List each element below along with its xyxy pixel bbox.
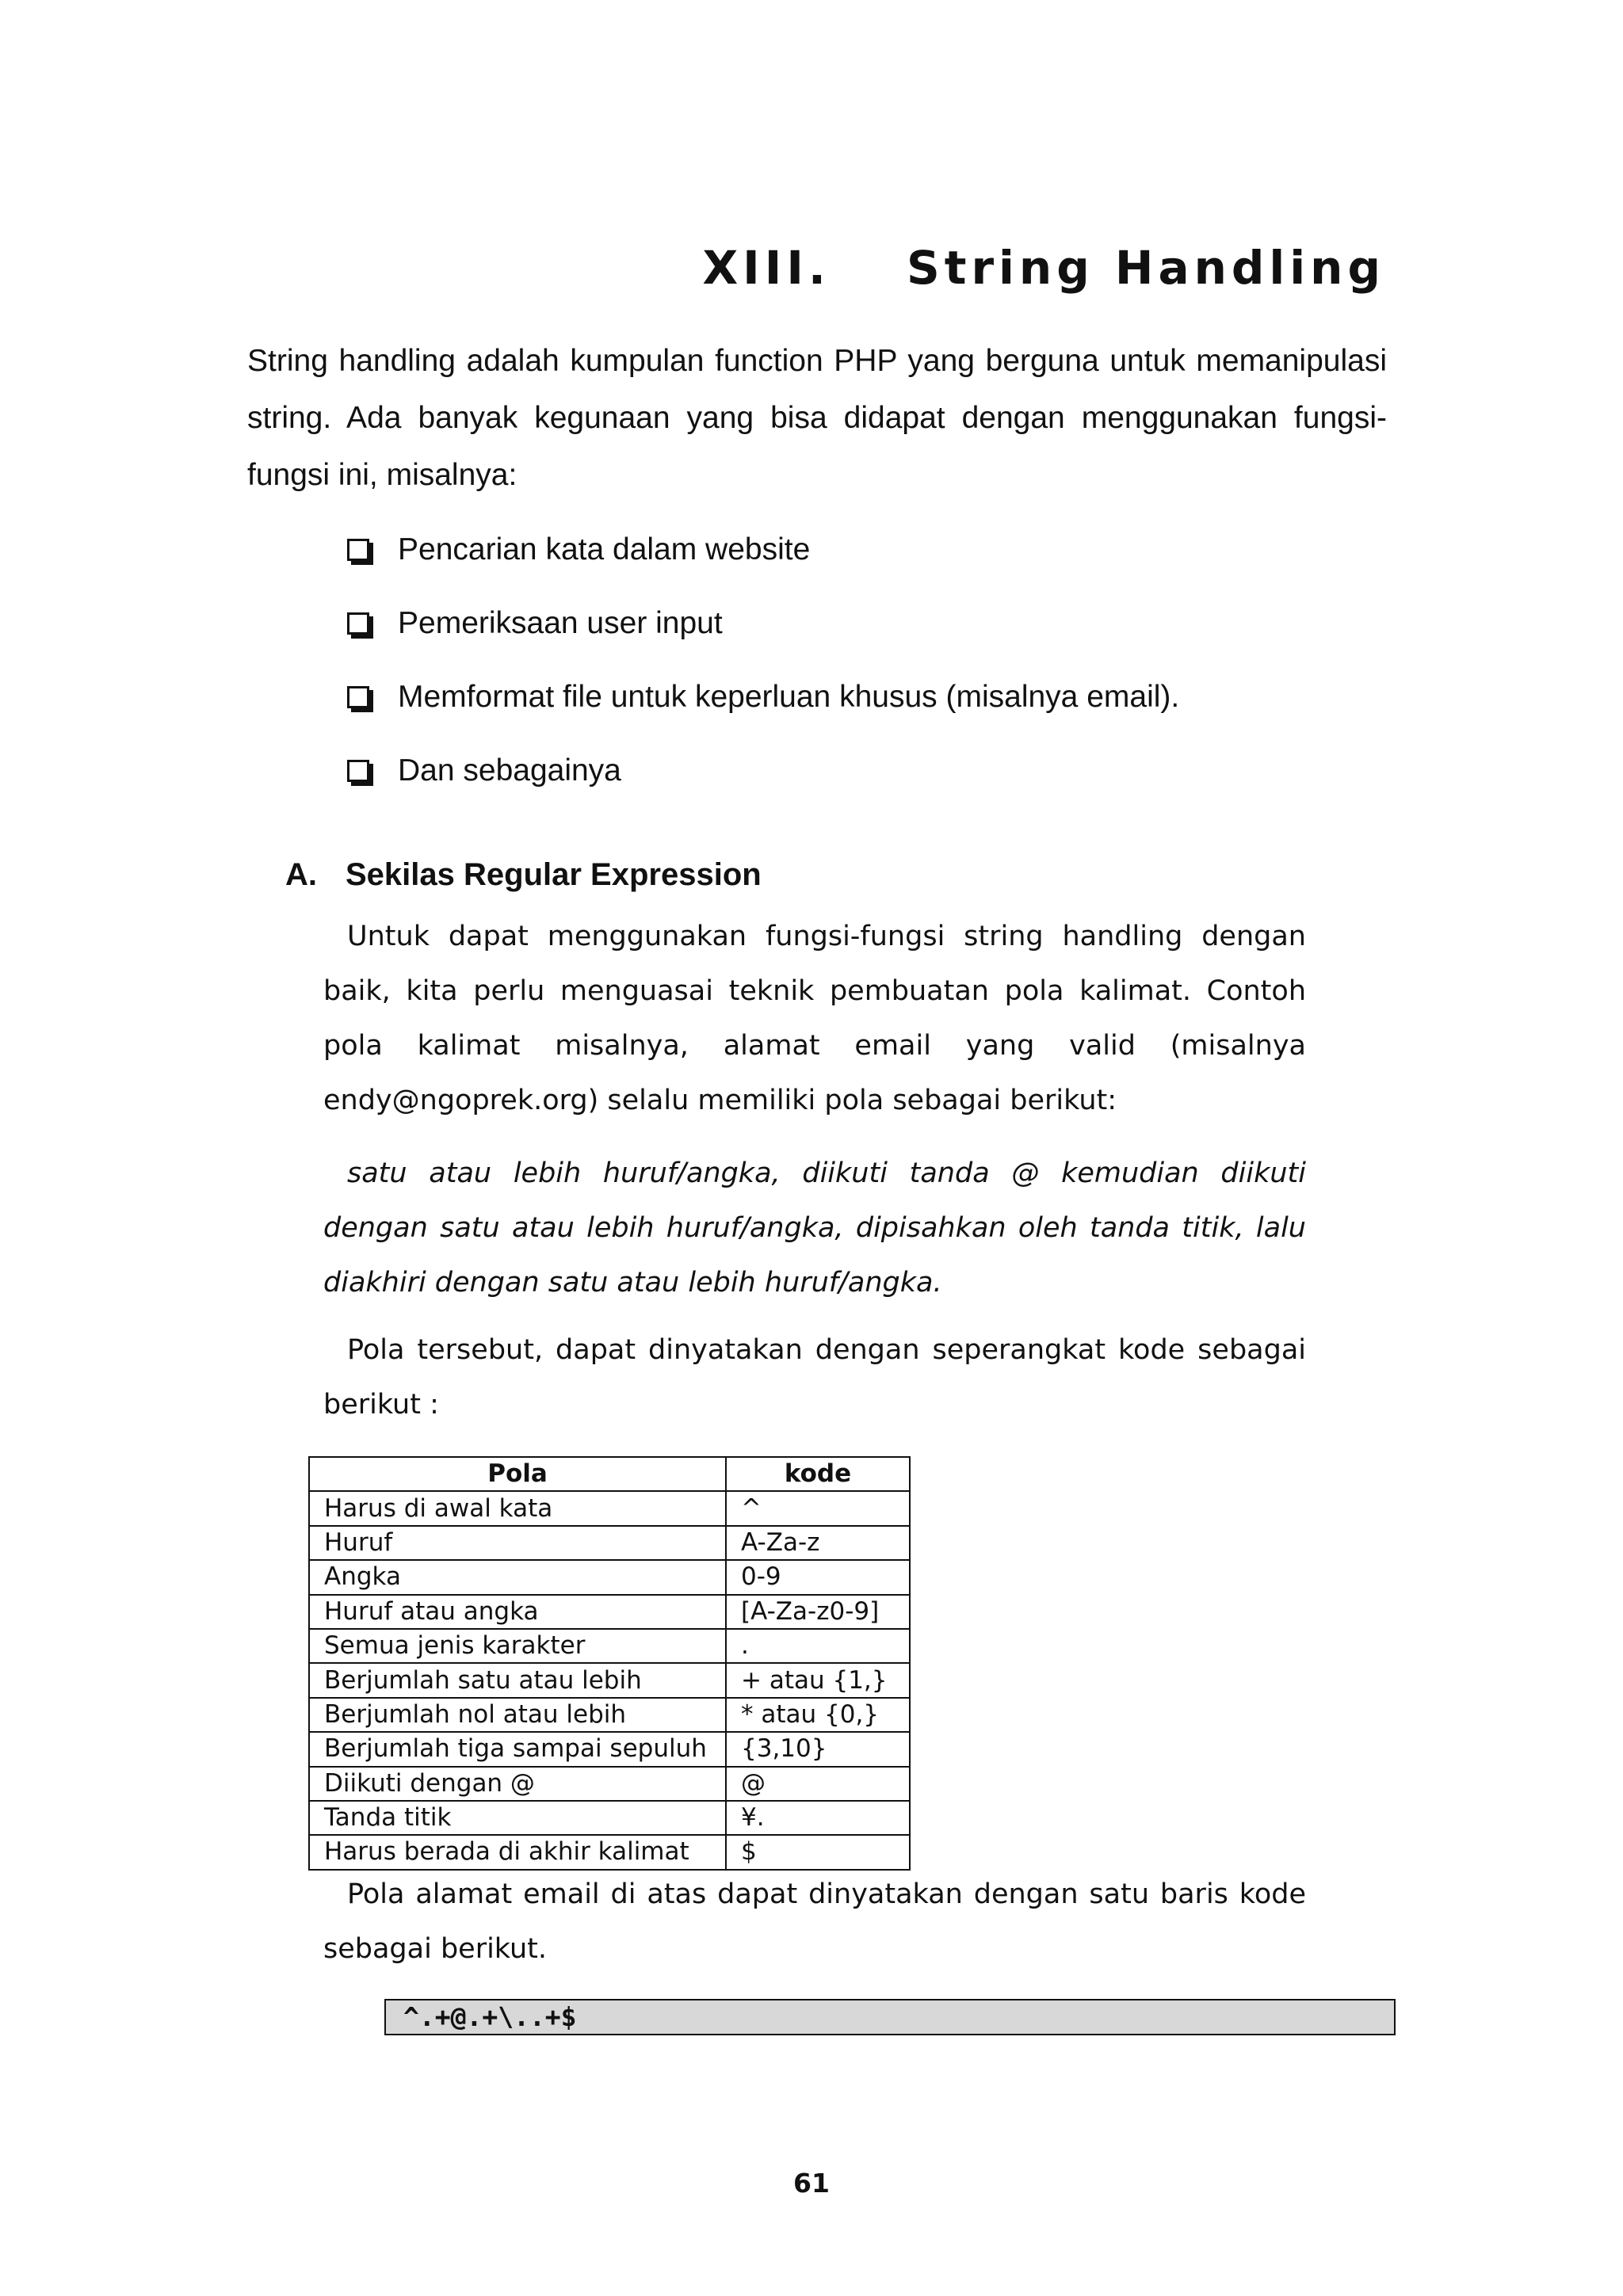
table-row <box>309 1663 910 1697</box>
chapter-title-text: String Handling <box>906 241 1385 295</box>
body-paragraph-3: Pola alamat email di atas dapat dinyatakan dengan satu baris kode sebagai berikut. <box>323 1878 1306 1965</box>
table-row <box>309 1629 910 1663</box>
italic-pattern-description: satu atau lebih huruf/angka, diikuti tanda @ kemudian diikuti dengan satu atau lebih huruf/angka, dipisahkan oleh tanda titik, lalu diakhiri dengan satu atau lebih huruf/angka. <box>323 1158 1306 1299</box>
list-item-text: Pemeriksaan user input <box>398 606 723 640</box>
chapter-number: XIII. <box>702 241 831 295</box>
list-item-text: Pencarian kata dalam website <box>398 532 811 566</box>
body-paragraph-2: Pola tersebut, dapat dinyatakan dengan seperangkat kode sebagai berikut : <box>323 1334 1306 1421</box>
table-header-pola: Pola <box>309 1457 726 1491</box>
list-item <box>347 592 1377 666</box>
checkbox-bullet-icon <box>347 686 369 708</box>
table-cell: Semua jenis karakter <box>309 1629 726 1663</box>
table-cell: Diikuti dengan @ <box>309 1767 726 1801</box>
table-header-kode: kode <box>726 1457 910 1491</box>
table-cell: . <box>726 1629 910 1663</box>
list-item <box>347 518 1377 592</box>
table-cell: {3,10} <box>726 1732 910 1766</box>
checkbox-bullet-icon <box>347 539 369 561</box>
table-cell: Berjumlah satu atau lebih <box>309 1663 726 1697</box>
table-cell: Tanda titik <box>309 1801 726 1835</box>
bullet-list <box>347 518 1377 813</box>
list-item-text: Memformat file untuk keperluan khusus (misalnya email). <box>398 680 1180 714</box>
table-cell: ¥. <box>726 1801 910 1835</box>
table-cell: + atau {1,} <box>726 1663 910 1697</box>
table-cell: $ <box>726 1835 910 1869</box>
table-cell: Huruf atau angka <box>309 1595 726 1629</box>
list-item-text: Dan sebagainya <box>398 753 621 788</box>
table-row <box>309 1595 910 1629</box>
table-row <box>309 1767 910 1801</box>
table-cell: [A-Za-z0-9] <box>726 1595 910 1629</box>
page-number: 61 <box>793 2168 830 2199</box>
section-heading <box>285 849 762 900</box>
table-cell: Berjumlah tiga sampai sepuluh <box>309 1732 726 1766</box>
table-cell: A-Za-z <box>726 1526 910 1560</box>
table-row <box>309 1560 910 1594</box>
table-cell: Berjumlah nol atau lebih <box>309 1698 726 1732</box>
checkbox-bullet-icon <box>347 760 369 782</box>
table-row <box>309 1732 910 1766</box>
chapter-title <box>475 236 1385 299</box>
table-cell: 0-9 <box>726 1560 910 1594</box>
intro-paragraph: String handling adalah kumpulan function PHP yang berguna untuk memanipulasi string. Ada banyak kegunaan yang bisa didapat dengan menggunakan fungsi-fungsi ini, misalnya: <box>247 344 1387 492</box>
table-row <box>309 1526 910 1560</box>
table-header-row <box>309 1457 910 1491</box>
table-row <box>309 1491 910 1525</box>
body-paragraph-1: Untuk dapat menggunakan fungsi-fungsi string handling dengan baik, kita perlu menguasai teknik pembuatan pola kalimat. Contoh pola kalimat misalnya, alamat email yang valid (misalnya endy@ngoprek.org) selalu memiliki pola sebagai berikut: <box>323 921 1306 1116</box>
table-cell: Huruf <box>309 1526 726 1560</box>
table-cell: Harus di awal kata <box>309 1491 726 1525</box>
list-item <box>347 666 1377 739</box>
pattern-table <box>308 1456 911 1871</box>
table-cell: Angka <box>309 1560 726 1594</box>
table-cell: Harus berada di akhir kalimat <box>309 1835 726 1869</box>
table-cell: * atau {0,} <box>726 1698 910 1732</box>
table-cell: ^ <box>726 1491 910 1525</box>
section-title: Sekilas Regular Expression <box>346 857 762 892</box>
table-row <box>309 1801 910 1835</box>
table-cell: @ <box>726 1767 910 1801</box>
section-letter: A. <box>285 857 317 892</box>
list-item <box>347 739 1377 813</box>
table-row <box>309 1698 910 1732</box>
table-row <box>309 1835 910 1869</box>
code-block: ^.+@.+\..+$ <box>384 1999 1396 2035</box>
checkbox-bullet-icon <box>347 612 369 635</box>
